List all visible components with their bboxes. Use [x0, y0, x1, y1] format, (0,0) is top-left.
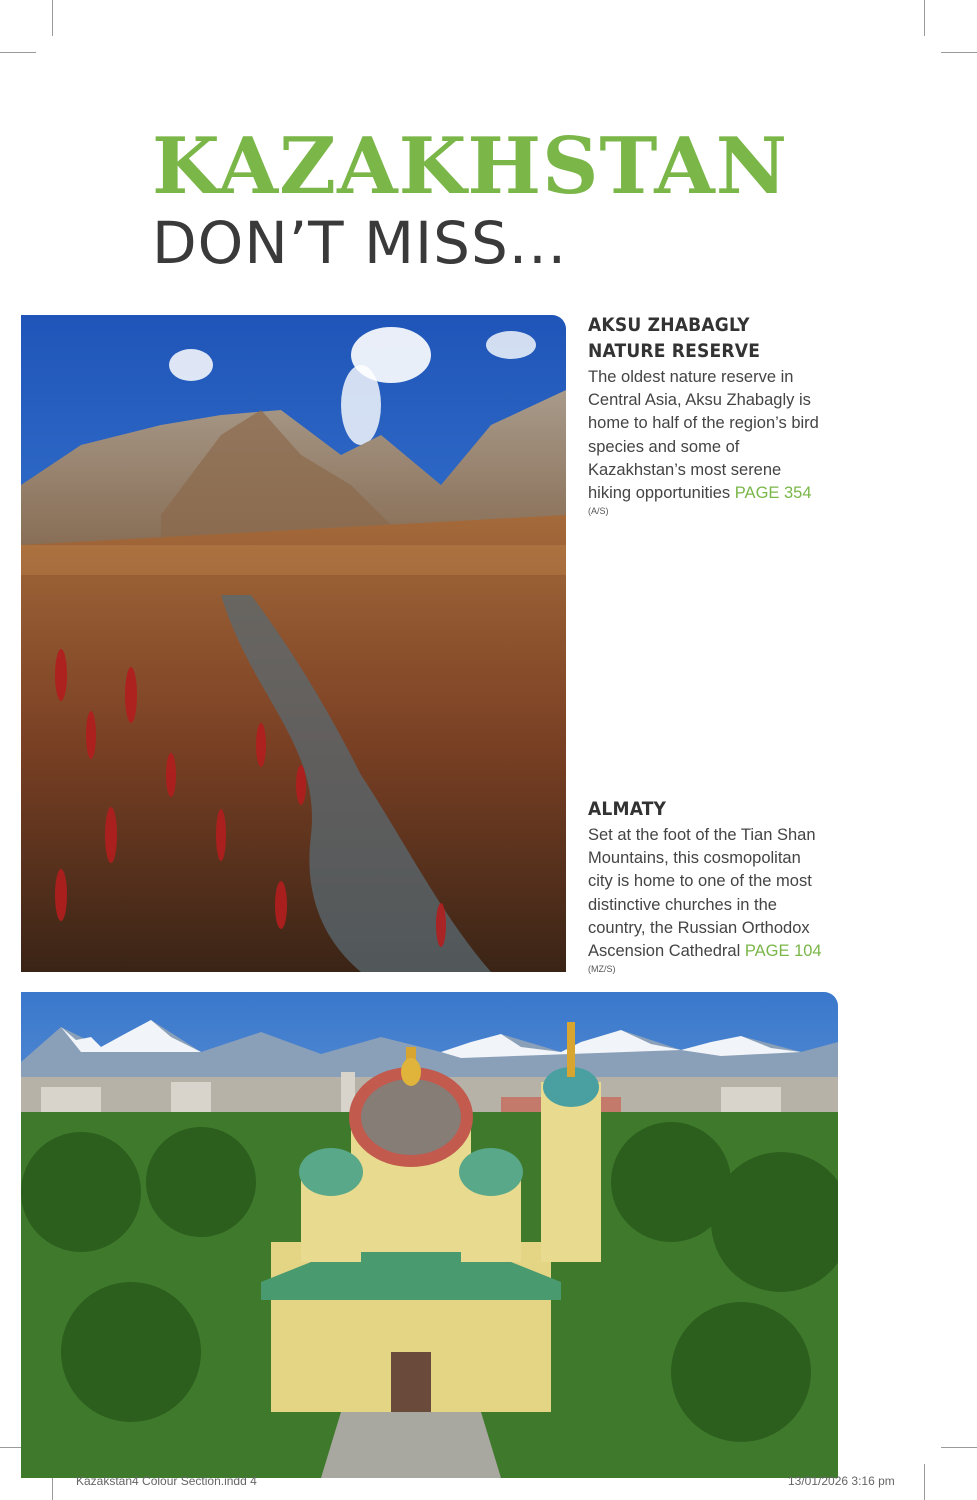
entry-heading-line: AKSU ZHABAGLY [588, 314, 750, 336]
page-subtitle: DON’T MISS... [152, 209, 568, 277]
almaty-cathedral-photo [21, 992, 838, 1478]
crop-mark [941, 52, 977, 53]
crop-mark [924, 1464, 925, 1500]
slug-file: Kazakstan4 Colour Section.indd 4 [76, 1474, 257, 1488]
photo-credit: (A/S) [588, 506, 609, 517]
crop-mark [941, 1447, 977, 1448]
crop-mark [52, 0, 53, 36]
entry-almaty [588, 796, 828, 975]
entry-heading-line: NATURE RESERVE [588, 340, 761, 362]
entry-heading [588, 796, 828, 822]
entry-body [588, 824, 828, 975]
entry-heading [588, 312, 828, 364]
page-reference: PAGE 354 [734, 484, 812, 503]
crop-mark [0, 52, 36, 53]
page-title: KAZAKHSTAN [152, 121, 789, 212]
entry-body [588, 366, 828, 517]
entry-body-text: The oldest nature reserve in Central Asia, Aksu Zhabagly is home to half of the region’s bird species and some of Kazakhstan’s most serene hiking opportunities [588, 368, 819, 503]
crop-mark [924, 0, 925, 36]
page-reference: PAGE 104 [744, 942, 822, 961]
aksu-zhabagly-photo [21, 315, 566, 972]
entry-body-text: Set at the foot of the Tian Shan Mountains, this cosmopolitan city is home to one of the most distinctive churches in the country, the Russian Orthodox Ascension Cathedral [588, 826, 816, 961]
photo-credit: (MZ/S) [588, 964, 616, 975]
entry-aksu-zhabagly [588, 312, 828, 517]
slug-date-time: 13/01/2026 3:16 pm [788, 1474, 895, 1488]
entry-heading-line: ALMATY [588, 798, 667, 820]
